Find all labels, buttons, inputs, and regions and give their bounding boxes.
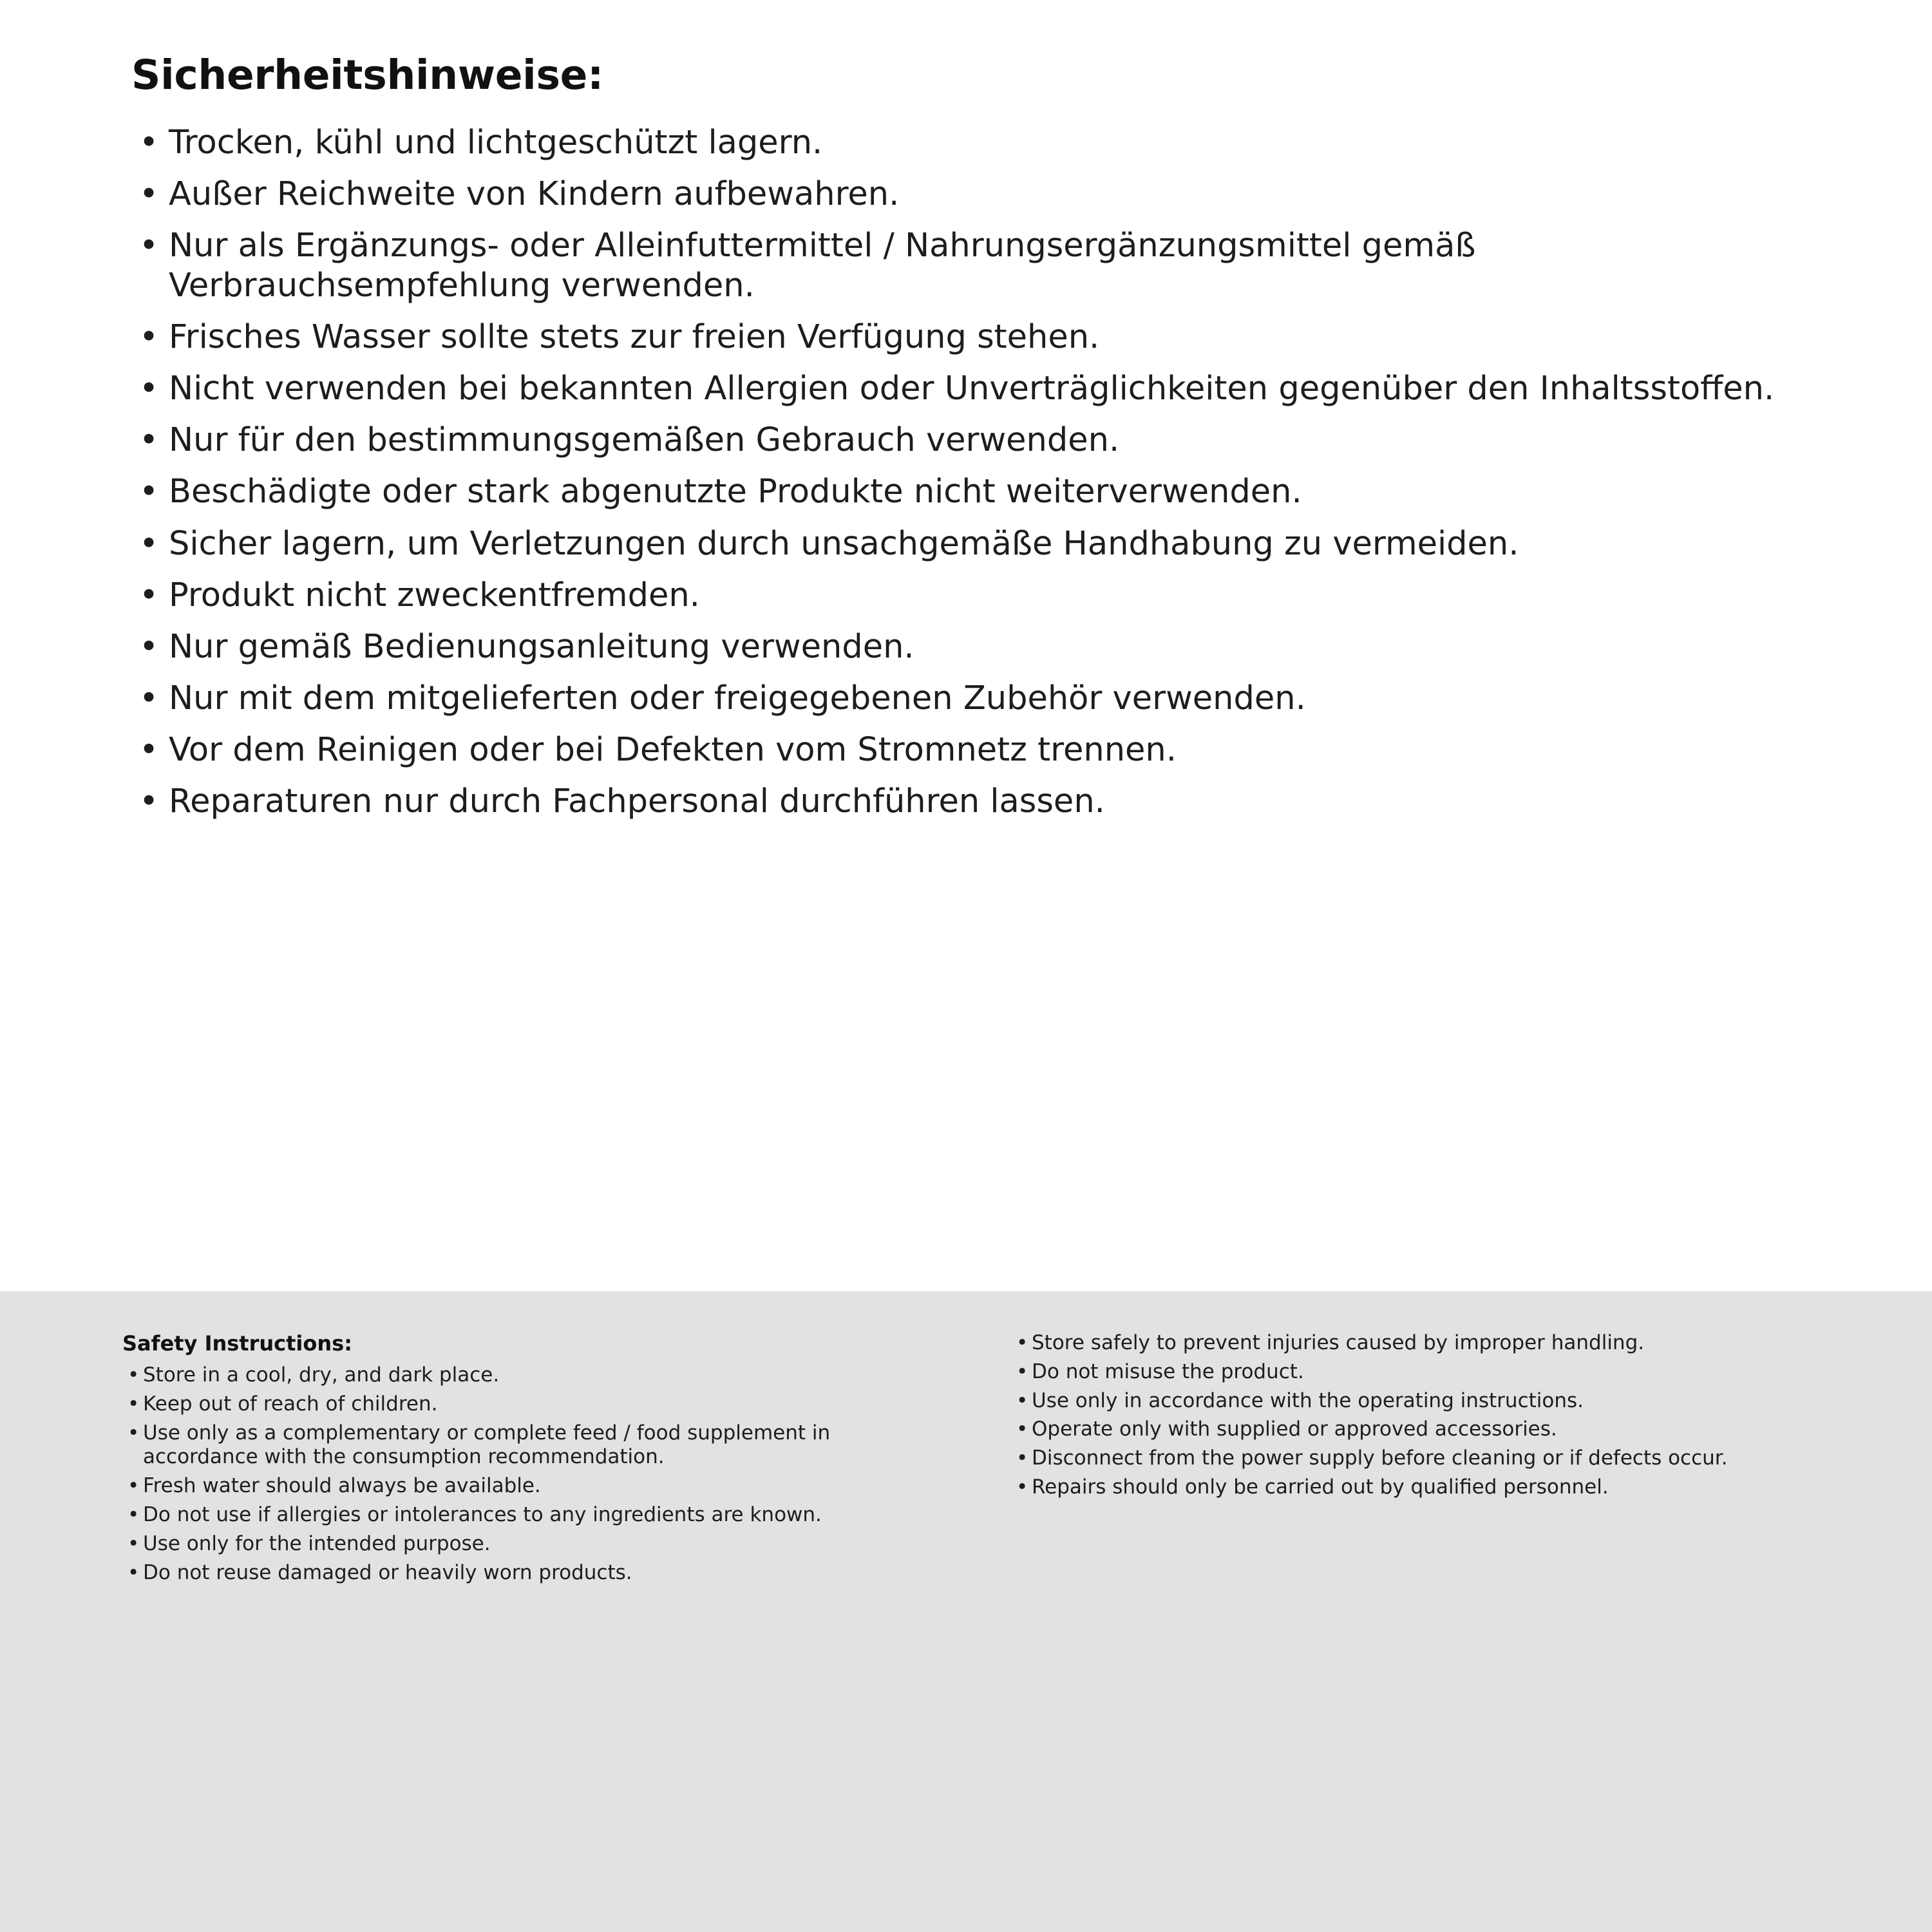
- list-item-text: Store safely to prevent injuries caused by improper handling.: [1032, 1331, 1645, 1354]
- german-safety-list: [129, 123, 1855, 822]
- english-safety-list-right: [1011, 1331, 1835, 1500]
- list-item: [122, 1532, 947, 1557]
- list-item-text: Trocken, kühl und lichtgeschützt lagern.: [169, 124, 823, 162]
- list-item-text: Fresh water should always be available.: [143, 1474, 541, 1498]
- bullet-icon: •: [139, 627, 159, 666]
- bullet-icon: •: [139, 473, 159, 511]
- list-item: [122, 1561, 947, 1586]
- list-item: [1011, 1360, 1835, 1385]
- bullet-icon: •: [1016, 1388, 1028, 1412]
- list-item: [129, 369, 1777, 408]
- list-item: [129, 472, 1777, 511]
- list-item: [129, 175, 1777, 214]
- list-item-text: Nur für den bestimmungsgemäßen Gebrauch verwenden.: [169, 421, 1120, 460]
- list-item: [129, 730, 1777, 770]
- list-item-text: Reparaturen nur durch Fachpersonal durchführen lassen.: [169, 782, 1105, 821]
- english-column-left: [122, 1331, 947, 1590]
- bullet-icon: •: [128, 1531, 140, 1555]
- list-item: [129, 226, 1777, 305]
- list-item: [1011, 1446, 1835, 1471]
- list-item: [129, 576, 1777, 615]
- list-item-text: Repairs should only be carried out by qualified personnel.: [1032, 1475, 1609, 1499]
- list-item-text: Disconnect from the power supply before cleaning or if defects occur.: [1032, 1446, 1728, 1470]
- list-item-text: Nur mit dem mitgelieferten oder freigegebenen Zubehör verwenden.: [169, 679, 1306, 718]
- bullet-icon: •: [1016, 1331, 1028, 1354]
- bullet-icon: •: [1016, 1446, 1028, 1470]
- bullet-icon: •: [139, 317, 159, 356]
- list-item-text: Produkt nicht zweckentfremden.: [169, 576, 700, 614]
- bullet-icon: •: [128, 1392, 140, 1416]
- list-item: [1011, 1475, 1835, 1500]
- list-item: [129, 524, 1777, 564]
- bullet-icon: •: [128, 1421, 140, 1444]
- list-item-text: Use only as a complementary or complete feed / food supplement in accordance with the consumption recommendation.: [143, 1421, 831, 1469]
- list-item: [122, 1503, 947, 1528]
- list-item: [129, 123, 1777, 162]
- bullet-icon: •: [139, 124, 159, 162]
- english-column-right: [1011, 1331, 1835, 1504]
- bullet-icon: •: [139, 369, 159, 408]
- list-item: [1011, 1417, 1835, 1442]
- list-item-text: Nicht verwenden bei bekannten Allergien oder Unverträglichkeiten gegenüber den Inhaltsstoffen.: [169, 369, 1775, 408]
- list-item-text: Außer Reichweite von Kindern aufbewahren.: [169, 175, 900, 214]
- list-item: [1011, 1331, 1835, 1356]
- english-safety-section: [0, 1291, 1932, 1932]
- list-item: [129, 679, 1777, 718]
- list-item-text: Operate only with supplied or approved accessories.: [1032, 1417, 1557, 1441]
- bullet-icon: •: [128, 1503, 140, 1527]
- list-item-text: Keep out of reach of children.: [143, 1392, 438, 1416]
- bullet-icon: •: [128, 1474, 140, 1498]
- list-item: [129, 627, 1777, 667]
- list-item-text: Do not misuse the product.: [1032, 1359, 1304, 1383]
- list-item: [129, 317, 1777, 357]
- bullet-icon: •: [1016, 1359, 1028, 1383]
- bullet-icon: •: [139, 421, 159, 460]
- english-heading: Safety Instructions:: [122, 1331, 352, 1356]
- bullet-icon: •: [139, 576, 159, 614]
- list-item-text: Nur als Ergänzungs- oder Alleinfuttermittel / Nahrungsergänzungsmittel gemäß Verbrauchsempfehlung verwenden.: [169, 227, 1476, 305]
- list-item: [122, 1474, 947, 1499]
- list-item: [129, 421, 1777, 460]
- german-heading: Sicherheitshinweise:: [131, 52, 603, 99]
- bullet-icon: •: [128, 1560, 140, 1584]
- english-columns: [122, 1331, 1835, 1590]
- list-item-text: Store in a cool, dry, and dark place.: [143, 1363, 500, 1387]
- list-item-text: Do not reuse damaged or heavily worn products.: [143, 1560, 632, 1584]
- list-item: [129, 782, 1777, 821]
- english-safety-list-left: [122, 1363, 947, 1586]
- bullet-icon: •: [128, 1363, 140, 1387]
- bullet-icon: •: [139, 782, 159, 821]
- bullet-icon: •: [139, 679, 159, 718]
- list-item-text: Do not use if allergies or intolerances to any ingredients are known.: [143, 1503, 822, 1527]
- list-item-text: Use only in accordance with the operating instructions.: [1032, 1388, 1584, 1412]
- list-item-text: Vor dem Reinigen oder bei Defekten vom Stromnetz trennen.: [169, 731, 1177, 770]
- bullet-icon: •: [139, 731, 159, 770]
- list-item-text: Sicher lagern, um Verletzungen durch unsachgemäße Handhabung zu vermeiden.: [169, 524, 1519, 563]
- bullet-icon: •: [1016, 1475, 1028, 1499]
- list-item: [1011, 1389, 1835, 1414]
- list-item: [122, 1421, 947, 1470]
- list-item-text: Use only for the intended purpose.: [143, 1531, 491, 1555]
- list-item-text: Nur gemäß Bedienungsanleitung verwenden.: [169, 627, 914, 666]
- list-item: [122, 1363, 947, 1388]
- bullet-icon: •: [139, 227, 159, 265]
- bullet-icon: •: [139, 524, 159, 563]
- list-item: [122, 1392, 947, 1417]
- list-item-text: Frisches Wasser sollte stets zur freien Verfügung stehen.: [169, 317, 1100, 356]
- bullet-icon: •: [1016, 1417, 1028, 1441]
- bullet-icon: •: [139, 175, 159, 214]
- list-item-text: Beschädigte oder stark abgenutzte Produkte nicht weiterverwenden.: [169, 473, 1302, 511]
